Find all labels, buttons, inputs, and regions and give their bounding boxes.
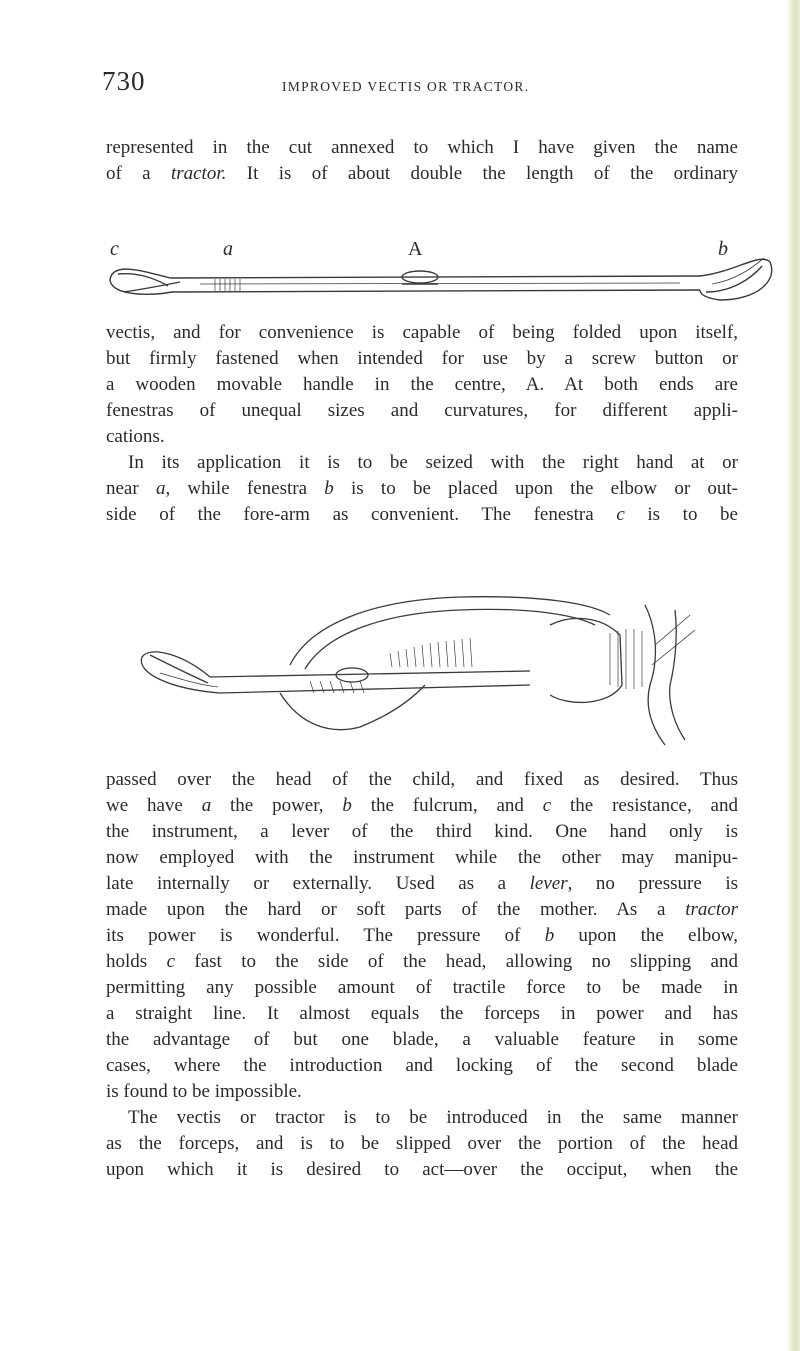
text-span: made upon the hard or soft parts of the mother. As a [106,899,686,920]
text-line: the instrument, a lever of the third kind. One hand only is [106,821,738,842]
tractor-figure-straight [0,0,790,330]
tractor-illustration [0,0,790,330]
applied-right-arm [645,605,665,745]
text-line: is found to be impossible. [106,1081,302,1102]
text-line: passed over the head of the child, and fixed as desired. Thus [106,769,738,790]
figure-label-A: A [408,238,423,260]
text-span: near [106,478,156,499]
text-line: fenestras of unequal sizes and curvatures, for different appli- [106,400,738,421]
text-line: the advantage of but one blade, a valuable feature in some [106,1029,738,1050]
figure-label-c: c [110,238,119,260]
text-line: vectis, and for convenience is capable of being folded upon itself, [106,322,738,343]
page-edge-shadow [786,0,800,1351]
text-span: the resistance, and [551,795,738,816]
italic-term: a [201,795,212,816]
text-line [106,923,738,949]
italic-term: b [342,795,352,816]
text-span: fast to the side of the head, allowing no slipping and [175,951,738,972]
italic-term: c [616,504,625,525]
text-span: the fulcrum, and [351,795,543,816]
page-number: 730 [102,66,146,96]
applied-upper-loop [290,597,610,665]
text-line [106,793,738,819]
text-span: , no pressure is [567,873,738,894]
text-span: upon the elbow, [554,925,738,946]
text-line: represented in the cut annexed to which I have given the name [106,137,738,158]
figure-label-a: a [223,238,233,260]
italic-term: lever [529,873,568,894]
text-span: the power, [211,795,343,816]
figure-label-b: b [718,238,728,260]
text-line: cases, where the introduction and locking of the second blade [106,1055,738,1076]
tractor-shaft [170,276,700,278]
text-line: a straight line. It almost equals the forceps in power and has [106,1003,738,1024]
text-line [106,476,738,502]
italic-term: a [155,478,166,499]
text-span: holds [106,951,167,972]
italic-term: c [542,795,552,816]
text-line [106,949,738,975]
italic-term: tractor [685,899,738,920]
text-line: now employed with the instrument while the other may manipu- [106,847,738,868]
applied-fenestra-left [141,652,220,693]
text-span: we have [106,795,202,816]
tractor-applied-illustration [130,585,700,755]
text-line: upon which it is desired to act—over the occiput, when the [106,1159,738,1180]
italic-term: c [166,951,175,972]
text-line [106,871,738,897]
text-span: It is of about double the length of the ordinary [226,163,738,184]
italic-term: b [544,925,555,946]
text-line: a wooden movable handle in the centre, A. At both ends are [106,374,738,395]
italic-term: tractor. [170,163,227,184]
text-line: permitting any possible amount of tractile force to be made in [106,977,738,998]
text-line: In its application it is to be seized with the right hand at or [128,452,738,473]
text-span: is to be placed upon the elbow or out- [333,478,738,499]
text-span: its power is wonderful. The pressure of [106,925,545,946]
text-span: is to be [624,504,738,525]
text-span: , while fenestra [165,478,325,499]
running-head: IMPROVED VECTIS OR TRACTOR. [282,79,530,94]
text-span: of a [106,163,171,184]
text-line: but firmly fastened when intended for use by a screw button or [106,348,738,369]
text-line [106,897,738,923]
text-line [106,502,738,528]
italic-term: b [324,478,334,499]
text-line: as the forceps, and is to be slipped over the portion of the head [106,1133,738,1154]
text-span: late internally or externally. Used as a [106,873,530,894]
text-line: The vectis or tractor is to be introduced in the same manner [128,1107,738,1128]
fenestra-b [700,259,772,300]
text-line: cations. [106,426,165,447]
text-span: side of the fore-arm as convenient. The fenestra [106,504,617,525]
fenestra-c [110,269,172,294]
tractor-figure-applied [130,585,700,755]
